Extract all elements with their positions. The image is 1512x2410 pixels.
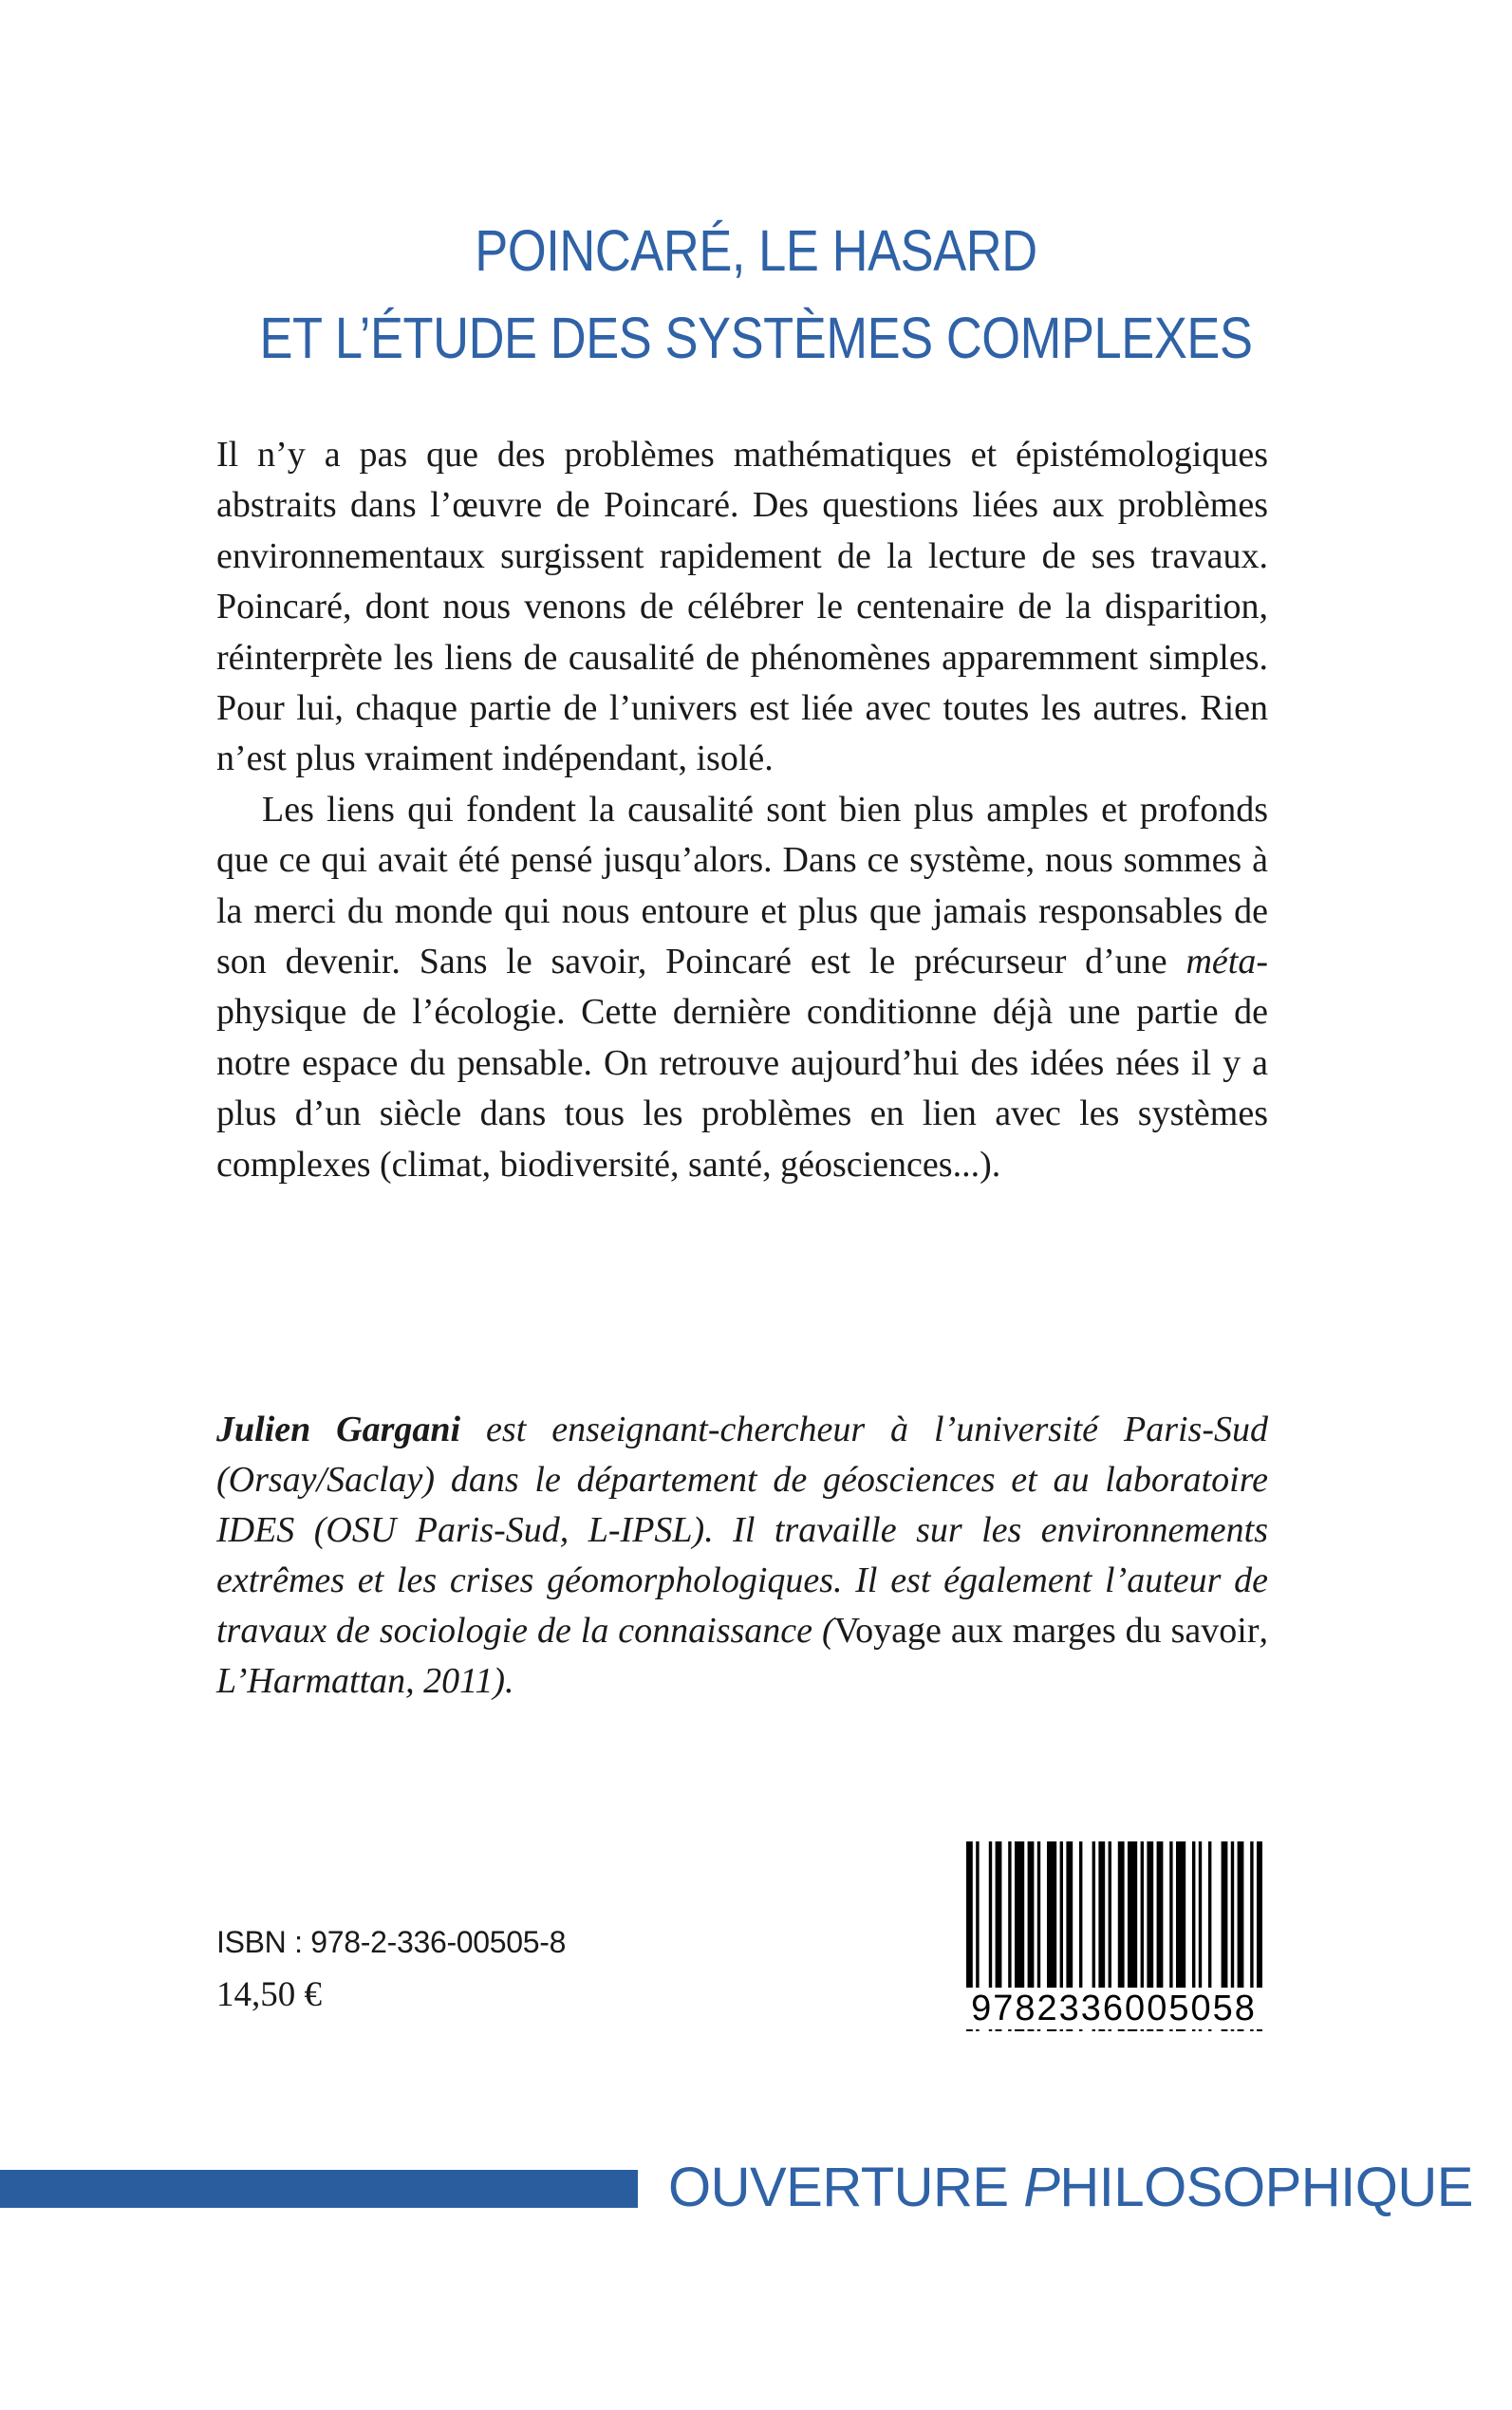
author-name: Julien Gargani [216, 1410, 461, 1449]
series-name [668, 2155, 1473, 2221]
author-bio-text: est enseignant-chercheur à l’université Paris-Sud (Orsay/Saclay) dans le département de géosciences et au laboratoire IDES (OSU Paris-Sud, L-IPSL). Il travaille sur les environnements extrêmes et les crises géomorphologiques. Il est également l’auteur de travaux de sociologie de la connaissance ( [216, 1410, 1268, 1651]
book-title [204, 207, 1309, 382]
blurb-paragraph-2 [216, 785, 1268, 1190]
blurb-paragraph-2-part-b: -physique de l’écologie. Cette dernière conditionne déjà une partie de notre espace du pensable. On retrouve aujourd’hui des idées nées il y a plus d’un siècle dans tous les problèmes en lien avec les systèmes complexes (climat, biodiversité, santé, géosciences...). [216, 942, 1268, 1185]
blurb-emphasis-meta: méta [1185, 942, 1257, 982]
barcode-digits: 9782336005058 [959, 1988, 1269, 2029]
series-accent-bar [0, 2170, 638, 2208]
series-name-part-1: OUVERTURE [668, 2157, 1024, 2218]
author-publisher: , L’Harmattan, 2011). [216, 1611, 1268, 1701]
book-title-line-1: POINCARÉ, LE HASARD [475, 218, 1037, 283]
book-title-line-2: ET L’ÉTUDE DES SYSTÈMES COMPLEXES [259, 306, 1253, 370]
series-name-part-2: P [1023, 2157, 1060, 2218]
blurb-paragraph-1: Il n’y a pas que des problèmes mathématiques et épistémologiques abstraits dans l’œuvre de Poincaré. Des questions liées aux problèmes environnementaux surgissent rapidement de la lecture de ses travaux. Poincaré, dont nous venons de célébrer le centenaire de la disparition, réinterprète les liens de causalité de phénomènes apparemment simples. Pour lui, chaque partie de l’univers est liée avec toutes les autres. Rien n’est plus vraiment indépendant, isolé. [216, 435, 1268, 779]
blurb [216, 430, 1268, 1190]
author-book-title: Voyage aux marges du savoir [833, 1611, 1260, 1651]
isbn: ISBN : 978-2-336-00505-8 [216, 1925, 567, 1959]
series-name-part-3: HILOSOPHIQUE [1059, 2157, 1473, 2218]
blurb-paragraph-2-part-a: Les liens qui fondent la causalité sont bien plus amples et profonds que ce qui avait été pensé jusqu’alors. Dans ce système, nous sommes à la merci du monde qui nous entoure et plus que jamais responsables de son devenir. Sans le savoir, Poincaré est le précurseur d’une [216, 789, 1268, 982]
price: 14,50 € [216, 1975, 322, 2014]
author-bio [216, 1405, 1268, 1707]
